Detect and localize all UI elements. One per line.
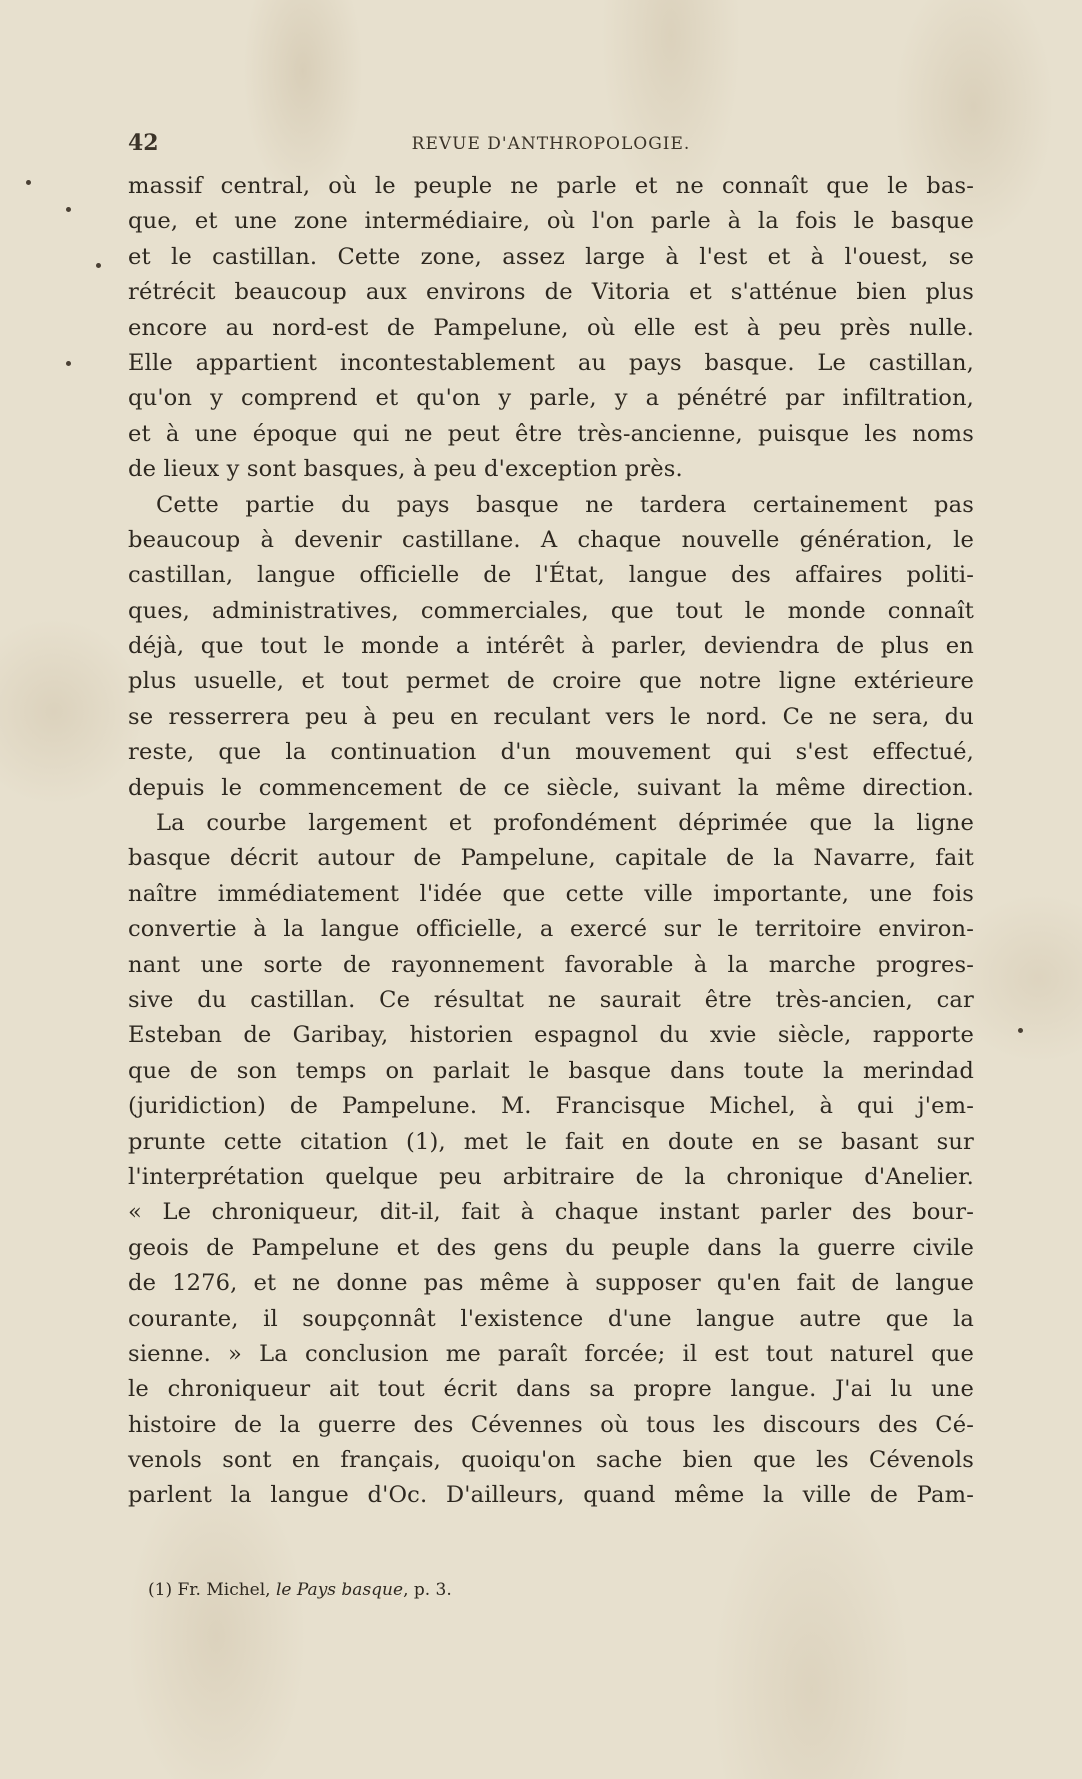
text-line: parlent la langue d'Oc. D'ailleurs, quand même la ville de Pam- xyxy=(128,1482,974,1509)
text-line: l'interprétation quelque peu arbitraire de la chronique d'Anelier. xyxy=(128,1163,974,1190)
text-line: depuis le commencement de ce siècle, suivant la même direction. xyxy=(128,774,974,801)
text-line: sienne. » La conclusion me paraît forcée; il est tout naturel que xyxy=(128,1340,974,1367)
foxing-speck xyxy=(96,263,101,268)
text-line: que, et une zone intermédiaire, où l'on parle à la fois le basque xyxy=(128,208,974,235)
text-line: et le castillan. Cette zone, assez large à l'est et à l'ouest, se xyxy=(128,243,974,270)
text-line: venols sont en français, quoiqu'on sache bien que les Cévenols xyxy=(128,1447,974,1474)
text-line: nant une sorte de rayonnement favorable à la marche progres- xyxy=(128,951,974,978)
body-text xyxy=(128,169,974,1514)
text-line: (juridiction) de Pampelune. M. Francisque Michel, à qui j'em- xyxy=(128,1093,974,1120)
footnote-page: , p. 3. xyxy=(403,1580,452,1600)
text-line: se resserrera peu à peu en reculant vers le nord. Ce ne sera, du xyxy=(128,703,974,730)
text-line: qu'on y comprend et qu'on y parle, y a pénétré par infiltration, xyxy=(128,385,974,412)
text-line: « Le chroniqueur, dit-il, fait à chaque instant parler des bour- xyxy=(128,1199,974,1226)
text-line: ques, administratives, commerciales, que tout le monde connaît xyxy=(128,597,974,624)
text-line: de 1276, et ne donne pas même à supposer qu'en fait de langue xyxy=(128,1270,974,1297)
text-line: geois de Pampelune et des gens du peuple dans la guerre civile xyxy=(128,1234,974,1261)
text-line: reste, que la continuation d'un mouvement qui s'est effectué, xyxy=(128,739,974,766)
text-line: courante, il soupçonnât l'existence d'une langue autre que la xyxy=(128,1305,974,1332)
page-number: 42 xyxy=(128,130,159,156)
foxing-speck xyxy=(26,180,31,185)
text-line: naître immédiatement l'idée que cette ville importante, une fois xyxy=(128,880,974,907)
footnote-title: le Pays basque xyxy=(275,1580,404,1600)
text-line: Cette partie du pays basque ne tardera certainement pas xyxy=(156,491,974,518)
text-line: convertie à la langue officielle, a exercé sur le territoire environ- xyxy=(128,916,974,943)
footnote-author: Fr. Michel, xyxy=(177,1580,271,1600)
text-line: sive du castillan. Ce résultat ne saurait être très-ancien, car xyxy=(128,986,974,1013)
text-line: beaucoup à devenir castillane. A chaque nouvelle génération, le xyxy=(128,526,974,553)
text-line: que de son temps on parlait le basque dans toute la merindad xyxy=(128,1057,974,1084)
text-line: prunte cette citation (1), met le fait en doute en se basant sur xyxy=(128,1128,974,1155)
foxing-speck xyxy=(1018,1028,1023,1033)
text-line: plus usuelle, et tout permet de croire que notre ligne extérieure xyxy=(128,668,974,695)
text-line: rétrécit beaucoup aux environs de Vitoria et s'atténue bien plus xyxy=(128,279,974,306)
text-line: déjà, que tout le monde a intérêt à parler, deviendra de plus en xyxy=(128,633,974,660)
text-line: histoire de la guerre des Cévennes où tous les discours des Cé- xyxy=(128,1411,974,1438)
running-header xyxy=(128,130,974,160)
foxing-speck xyxy=(66,361,71,366)
text-line: castillan, langue officielle de l'État, langue des affaires politi- xyxy=(128,562,974,589)
running-title: REVUE D'ANTHROPOLOGIE. xyxy=(411,134,691,154)
text-line: de lieux y sont basques, à peu d'exception près. xyxy=(128,456,683,483)
footnote xyxy=(148,1580,452,1600)
footnote-marker: (1) xyxy=(148,1580,173,1600)
text-line: basque décrit autour de Pampelune, capitale de la Navarre, fait xyxy=(128,845,974,872)
text-line: le chroniqueur ait tout écrit dans sa propre langue. J'ai lu une xyxy=(128,1376,974,1403)
text-line: Esteban de Garibay, historien espagnol du xvie siècle, rapporte xyxy=(128,1022,974,1049)
text-line: et à une époque qui ne peut être très-ancienne, puisque les noms xyxy=(128,420,974,447)
foxing-speck xyxy=(66,207,71,212)
text-line: La courbe largement et profondément déprimée que la ligne xyxy=(156,810,974,837)
text-line: Elle appartient incontestablement au pays basque. Le castillan, xyxy=(128,349,974,376)
text-line: encore au nord-est de Pampelune, où elle est à peu près nulle. xyxy=(128,314,974,341)
text-line: massif central, où le peuple ne parle et ne connaît que le bas- xyxy=(128,173,974,199)
